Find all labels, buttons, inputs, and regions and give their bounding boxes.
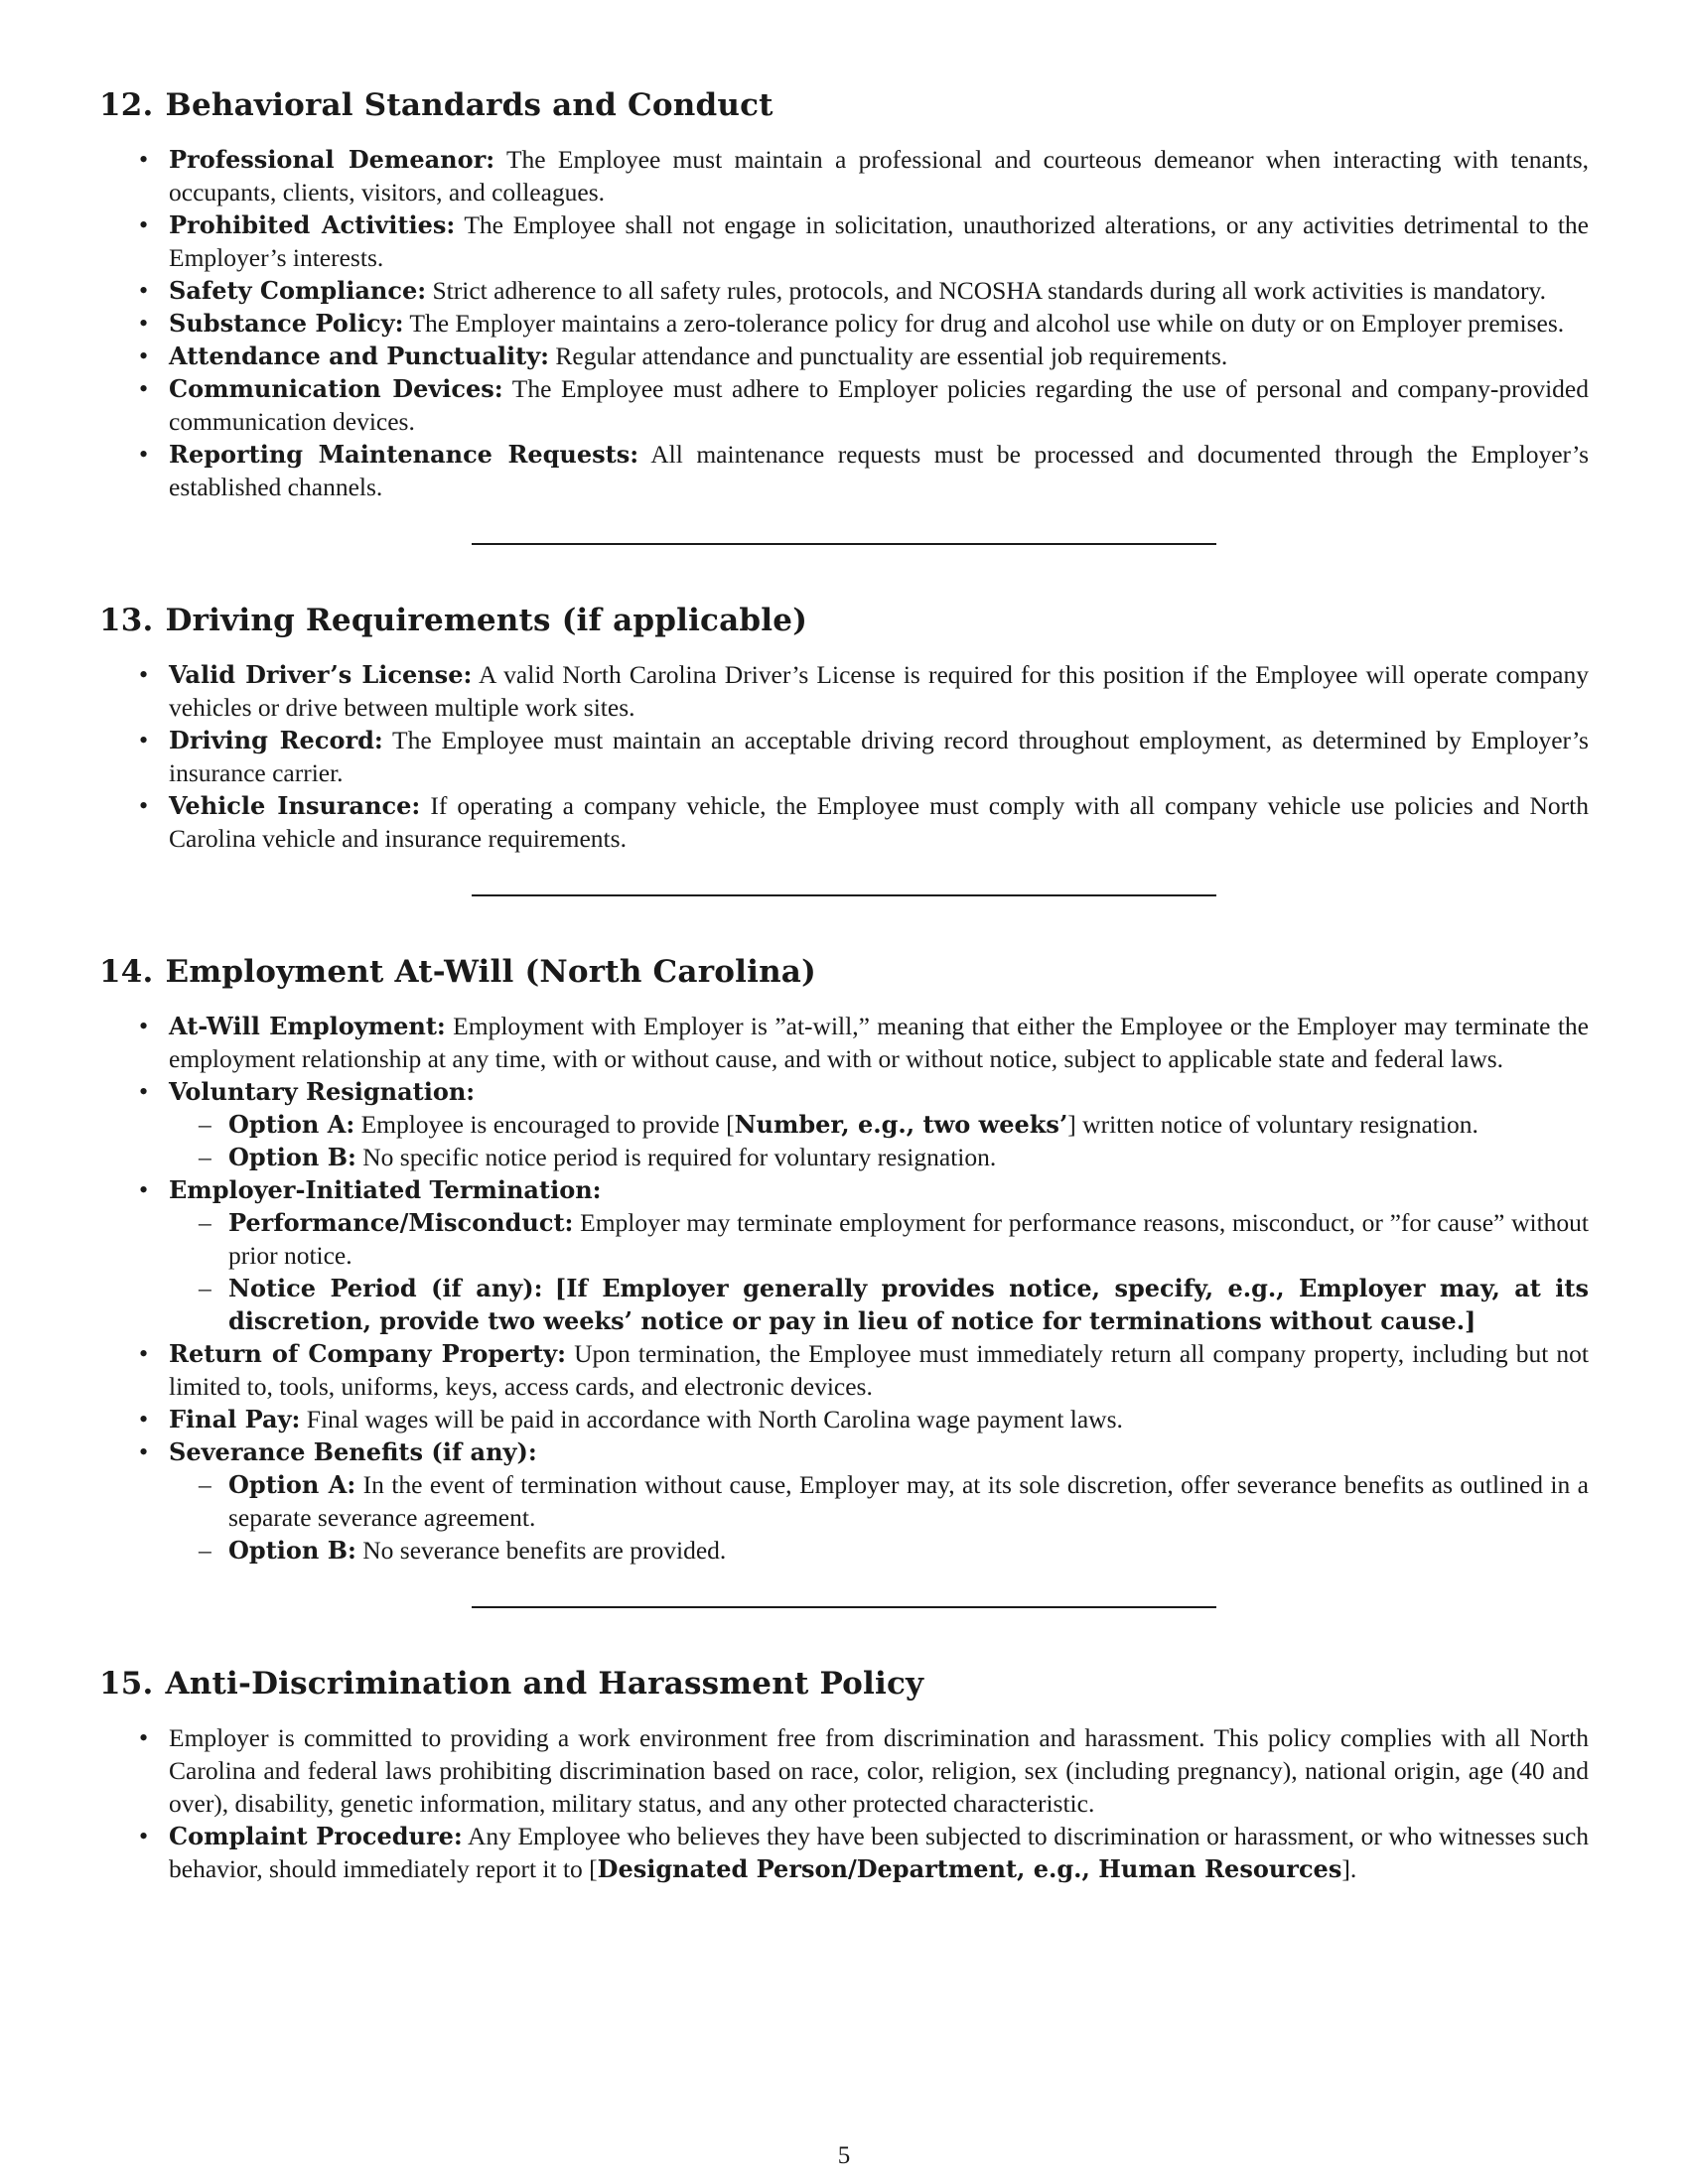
list-item: • Complaint Procedure: Any Employee who believes they have been subjected to discrimination or harassment, or who witnesses such behavior, should immediately report it to [Designated Person/Department, e.g., Human Resources]. bbox=[99, 1820, 1589, 1885]
list-item: • Safety Compliance: Strict adherence to all safety rules, protocols, and NCOSHA standards during all work activities is mandatory. bbox=[99, 274, 1589, 307]
bullet-list bbox=[99, 1010, 1589, 1567]
list-item: • Severance Benefits (if any): – Option A: In the event of termination without cause, Employer may, at its sole discretion, offer severance benefits as outlined in a separate severance agreement. – Option B: No severance benefits are provided. bbox=[99, 1435, 1589, 1567]
list-item: • At-Will Employment: Employment with Employer is ”at-will,” meaning that either the Employee or the Employer may terminate the employment relationship at any time, with or without cause, and with or without notice, subject to applicable state and federal laws. bbox=[99, 1010, 1589, 1075]
list-item: • Employer is committed to providing a work environment free from discrimination and harassment. This policy complies with all North Carolina and federal laws prohibiting discrimination based on race, color, religion, sex (including pregnancy), national origin, age (40 and over), disability, genetic information, military status, and any other protected characteristic. bbox=[99, 1721, 1589, 1820]
list-item: • Reporting Maintenance Requests: All maintenance requests must be processed and documented through the Employer’s established channels. bbox=[99, 438, 1589, 503]
list-item: • Attendance and Punctuality: Regular attendance and punctuality are essential job requirements. bbox=[99, 340, 1589, 372]
sub-list-item: – Option A: In the event of termination without cause, Employer may, at its sole discretion, offer severance benefits as outlined in a separate severance agreement. bbox=[169, 1468, 1589, 1534]
bullet-list bbox=[99, 143, 1589, 503]
horizontal-rule bbox=[472, 543, 1216, 545]
horizontal-rule bbox=[472, 1606, 1216, 1608]
list-item: • Voluntary Resignation: – Option A: Employee is encouraged to provide [Number, e.g., two weeks’] written notice of voluntary resignation. – Option B: No specific notice period is required for voluntary resignation. bbox=[99, 1075, 1589, 1173]
sub-list-item: – Option A: Employee is encouraged to provide [Number, e.g., two weeks’] written notice of voluntary resignation. bbox=[169, 1108, 1589, 1141]
bullet-list bbox=[99, 658, 1589, 855]
sub-list bbox=[169, 1108, 1589, 1173]
list-item: • Valid Driver’s License: A valid North Carolina Driver’s License is required for this position if the Employee will operate company vehicles or drive between multiple work sites. bbox=[99, 658, 1589, 724]
section-14 bbox=[99, 954, 1589, 1608]
sub-list-item: – Notice Period (if any): [If Employer generally provides notice, specify, e.g., Employer may, at its discretion, provide two weeks’ notice or pay in lieu of notice for terminations without cause.] bbox=[169, 1272, 1589, 1337]
section-12 bbox=[99, 87, 1589, 545]
horizontal-rule bbox=[472, 894, 1216, 896]
section-15 bbox=[99, 1666, 1589, 1885]
list-item: • Substance Policy: The Employer maintains a zero-tolerance policy for drug and alcohol use while on duty or on Employer premises. bbox=[99, 307, 1589, 340]
list-item: • Employer-Initiated Termination: – Performance/Misconduct: Employer may terminate employment for performance reasons, misconduct, or ”for cause” without prior notice. – Notice Period (if any): [If Employer generally provides notice, specify, e.g., Employer may, at its discretion, provide two weeks’ notice or pay in lieu of notice for terminations without cause.] bbox=[99, 1173, 1589, 1337]
document-page bbox=[99, 87, 1589, 1943]
sub-list-item: – Option B: No specific notice period is required for voluntary resignation. bbox=[169, 1141, 1589, 1173]
section-heading: 12. Behavioral Standards and Conduct bbox=[99, 87, 774, 123]
sub-list-item: – Option B: No severance benefits are provided. bbox=[169, 1534, 1589, 1567]
list-item: • Vehicle Insurance: If operating a company vehicle, the Employee must comply with all company vehicle use policies and North Carolina vehicle and insurance requirements. bbox=[99, 789, 1589, 855]
sub-list bbox=[169, 1206, 1589, 1337]
list-item: • Prohibited Activities: The Employee shall not engage in solicitation, unauthorized alterations, or any activities detrimental to the Employer’s interests. bbox=[99, 208, 1589, 274]
list-item: • Driving Record: The Employee must maintain an acceptable driving record throughout employment, as determined by Employer’s insurance carrier. bbox=[99, 724, 1589, 789]
section-13 bbox=[99, 603, 1589, 896]
list-item: • Final Pay: Final wages will be paid in accordance with North Carolina wage payment laws. bbox=[99, 1403, 1589, 1435]
page-number: 5 bbox=[837, 2142, 851, 2169]
list-item: • Communication Devices: The Employee must adhere to Employer policies regarding the use of personal and company-provided communication devices. bbox=[99, 372, 1589, 438]
bullet-list bbox=[99, 1721, 1589, 1885]
section-heading: 13. Driving Requirements (if applicable) bbox=[99, 603, 808, 638]
section-heading: 15. Anti-Discrimination and Harassment Policy bbox=[99, 1666, 924, 1702]
sub-list bbox=[169, 1468, 1589, 1567]
list-item: • Professional Demeanor: The Employee must maintain a professional and courteous demeanor when interacting with tenants, occupants, clients, visitors, and colleagues. bbox=[99, 143, 1589, 208]
list-item: • Return of Company Property: Upon termination, the Employee must immediately return all company property, including but not limited to, tools, uniforms, keys, access cards, and electronic devices. bbox=[99, 1337, 1589, 1403]
section-heading: 14. Employment At-Will (North Carolina) bbox=[99, 954, 816, 990]
sub-list-item: – Performance/Misconduct: Employer may terminate employment for performance reasons, misconduct, or ”for cause” without prior notice. bbox=[169, 1206, 1589, 1272]
